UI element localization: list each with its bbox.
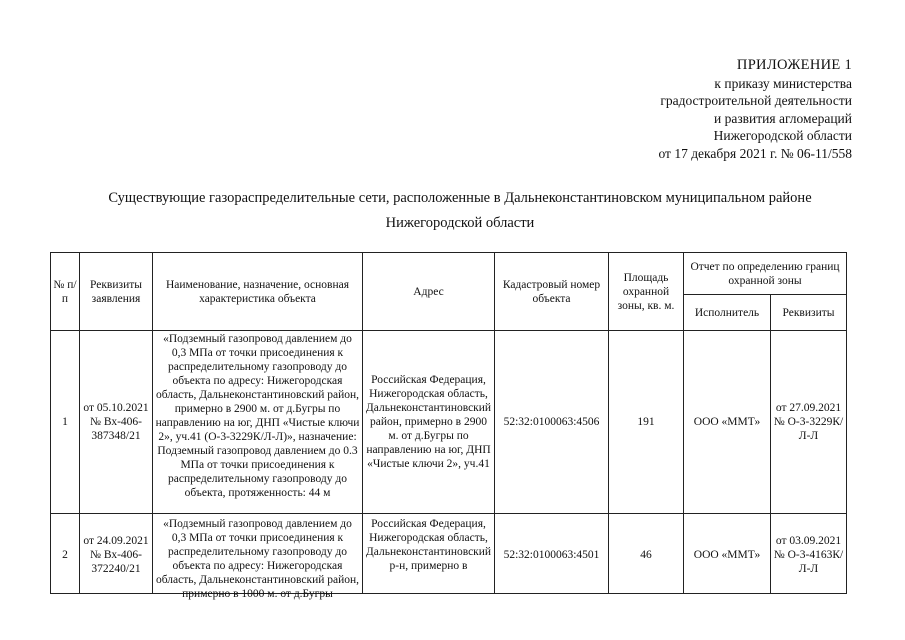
row-object-name-text: «Подземный газопровод давлением до 0,3 МПа от точки присоединения к распределительному газопроводу до объекта по адресу: Нижегородская область, Дальнеконстантиновский район, примерно в 2900 м. от д.Бугры по направлению на юг, ДНП «Чистые ключи 2», уч.41 (О-3-3229К/Л-Л)», назначение: Подземный газопровод давлением до 0.3 МПа от точки присоединения к распределительному газопроводу до объекта, протяженность: 44 м	[155, 333, 360, 499]
header-cadastral-number: Кадастровый номер объекта	[495, 253, 609, 331]
gas-network-table	[50, 252, 847, 600]
row-application-details: от 05.10.2021 № Вх-406-387348/21	[80, 331, 153, 514]
appendix-order-date: от 17 декабря 2021 г. № 06-11/558	[658, 145, 852, 161]
row-number: 2	[51, 514, 80, 594]
appendix-line: Нижегородской области	[713, 128, 852, 143]
row-object-name	[153, 331, 363, 514]
row-number: 1	[51, 331, 80, 514]
row-report-details: от 03.09.2021 № О-3-4163К/Л-Л	[771, 514, 847, 594]
appendix-line: градостроительной деятельности	[660, 93, 852, 108]
appendix-line: и развития агломераций	[713, 110, 852, 126]
row-address	[363, 514, 495, 594]
header-executor: Исполнитель	[684, 295, 771, 331]
header-report: Отчет по определению границ охранной зоны	[684, 253, 847, 295]
row-executor: ООО «ММТ»	[684, 514, 771, 594]
appendix-heading: ПРИЛОЖЕНИЕ 1	[736, 57, 852, 73]
row-report-details: от 27.09.2021 № О-3-3229К/Л-Л	[771, 331, 847, 514]
header-protection-area: Площадь охранной зоны, кв. м.	[609, 253, 684, 331]
table-row	[51, 514, 847, 594]
row-application-details: от 24.09.2021 № Вх-406-372240/21	[80, 514, 153, 594]
header-report-details: Реквизиты	[771, 295, 847, 331]
document-title: Существующие газораспределительные сети, расположенные в Дальнеконстантиновском муниципальном районе	[108, 190, 812, 206]
row-protection-area: 191	[609, 331, 684, 514]
row-address-text: Российская Федерация, Нижегородская область, Дальнеконстантиновский р-н, примерно в	[365, 518, 492, 572]
row-object-name-text: «Подземный газопровод давлением до 0,3 МПа от точки присоединения к распределительному газопроводу до объекта по адресу: Нижегородская область, Дальнеконстантиновский район, примерно в 1000 м. от д.Бугры	[155, 518, 360, 600]
table-row	[51, 331, 847, 514]
row-object-name	[153, 514, 363, 600]
row-address: Российская Федерация, Нижегородская область, Дальнеконстантиновский район, примерно в 2900 м. от д.Бугры по направлению на юг, ДНП «Чистые ключи 2», уч.41	[363, 331, 495, 514]
row-cadastral-number: 52:32:0100063:4501	[495, 514, 609, 594]
header-object-name: Наименование, назначение, основная характеристика объекта	[153, 253, 363, 331]
header-application-details: Реквизиты заявления	[80, 253, 153, 331]
appendix-line: к приказу министерства	[714, 75, 852, 91]
row-protection-area: 46	[609, 514, 684, 594]
row-cadastral-number: 52:32:0100063:4506	[495, 331, 609, 514]
row-executor: ООО «ММТ»	[684, 331, 771, 514]
document-title-region: Нижегородской области	[385, 215, 535, 231]
appendix-block	[552, 57, 852, 162]
header-address: Адрес	[363, 253, 495, 331]
header-number: № п/п	[51, 253, 80, 331]
